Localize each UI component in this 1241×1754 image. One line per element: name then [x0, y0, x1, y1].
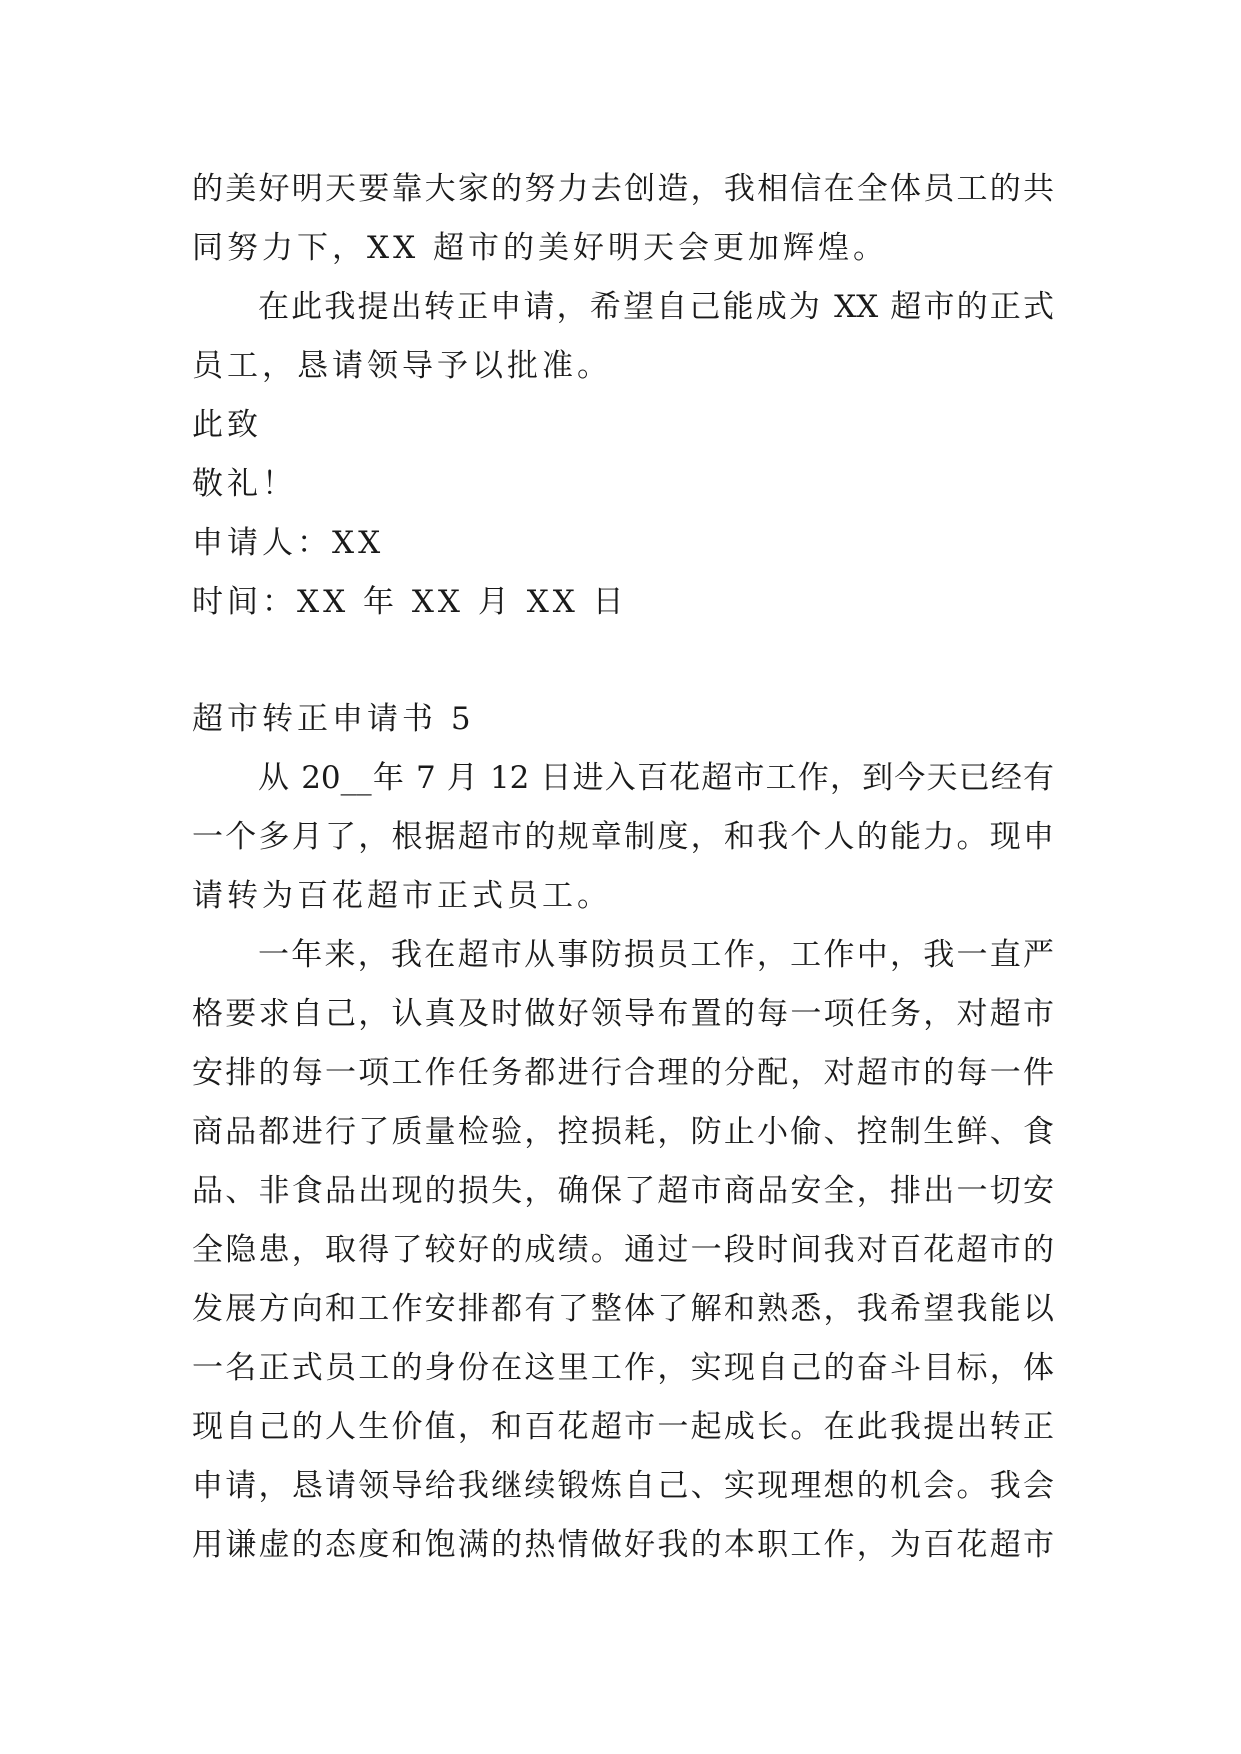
letter-4-paragraph-2	[192, 278, 1054, 396]
text-line: 全隐患，取得了较好的成绩。通过一段时间我对百花超市的	[192, 1232, 1054, 1268]
text-line: 员工，恳请领导予以批准。	[192, 348, 612, 384]
text-line: 一个多月了，根据超市的规章制度，和我个人的能力。现申	[192, 819, 1054, 855]
closing-regards: 敬礼！	[192, 466, 297, 502]
text-line: 一名正式员工的身份在这里工作，实现自己的奋斗目标，体	[192, 1350, 1054, 1386]
closing-salutation: 此致	[192, 407, 262, 443]
letter-4-paragraph-1	[192, 160, 1054, 278]
text-line: 从 20__年 7 月 12 日进入百花超市工作，到今天已经有	[258, 760, 1054, 796]
section-gap	[192, 632, 1054, 690]
text-line: 一年来，我在超市从事防损员工作，工作中，我一直严	[258, 937, 1054, 973]
document-page	[192, 160, 1054, 1575]
text-line: 格要求自己，认真及时做好领导布置的每一项任务，对超市	[192, 996, 1054, 1032]
applicant-line: 申请人：XX	[192, 525, 385, 561]
letter-5-paragraph-1	[192, 749, 1054, 926]
text-line: 商品都进行了质量检验，控损耗，防止小偷、控制生鲜、食	[192, 1114, 1054, 1150]
section-title: 超市转正申请书 5	[192, 701, 475, 737]
text-line: 用谦虚的态度和饱满的热情做好我的本职工作，为百花超市	[192, 1527, 1054, 1563]
date-line: 时间：XX 年 XX 月 XX 日	[192, 584, 628, 620]
text-line: 现自己的人生价值，和百花超市一起成长。在此我提出转正	[192, 1409, 1054, 1445]
text-line: 在此我提出转正申请，希望自己能成为 XX 超市的正式	[258, 289, 1054, 325]
text-line: 请转为百花超市正式员工。	[192, 878, 612, 914]
letter-5-paragraph-2	[192, 926, 1054, 1575]
text-line: 发展方向和工作安排都有了整体了解和熟悉，我希望我能以	[192, 1291, 1054, 1327]
text-line: 同努力下，XX 超市的美好明天会更加辉煌。	[192, 230, 888, 266]
text-line: 品、非食品出现的损失，确保了超市商品安全，排出一切安	[192, 1173, 1054, 1209]
text-line: 的美好明天要靠大家的努力去创造，我相信在全体员工的共	[192, 171, 1054, 207]
text-line: 申请，恳请领导给我继续锻炼自己、实现理想的机会。我会	[192, 1468, 1054, 1504]
text-line: 安排的每一项工作任务都进行合理的分配，对超市的每一件	[192, 1055, 1054, 1091]
